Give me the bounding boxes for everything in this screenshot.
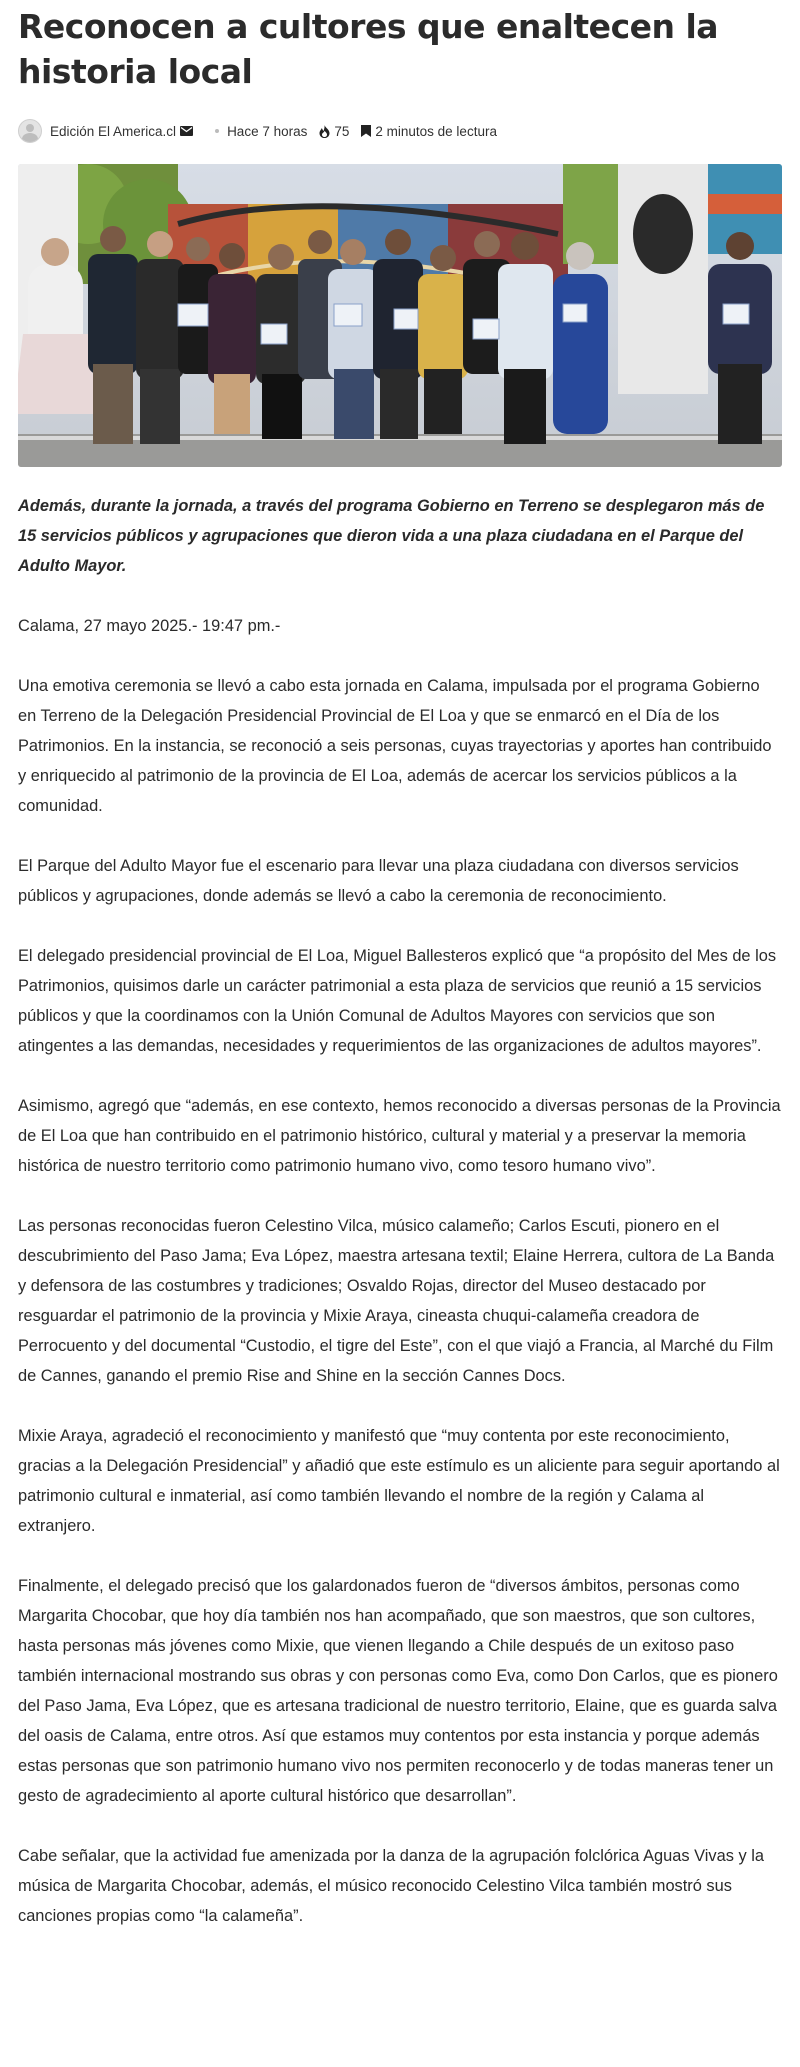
paragraph: Asimismo, agregó que “además, en ese contexto, hemos reconocido a diversas personas de la Provincia de El Loa que han contribuido en el patrimonio histórico, cultural y material y a preservar la memoria histórica de nuestro territorio como patrimonio humano vivo, como tesoro humano vivo”. (18, 1097, 781, 1175)
paragraph: Cabe señalar, que la actividad fue amenizada por la danza de la agrupación folclórica Aguas Vivas y la música de Margarita Chocobar, además, el músico reconocido Celestino Vilca también mostró sus canciones propias como “la calameña”. (18, 1847, 764, 1925)
author-name[interactable]: Edición El America.cl (50, 123, 177, 139)
separator-dot (215, 129, 219, 133)
paragraph: Las personas reconocidas fueron Celestino Vilca, músico calameño; Carlos Escuti, pionero en el descubrimiento del Paso Jama; Eva López, maestra artesana textil; Elaine Herrera, cultora de La Banda y defensora de las costumbres y tradiciones; Osvaldo Rojas, director del Museo destacado por resguardar el patrimonio de la provincia y Mixie Araya, cineasta chuqui-calameña creadora de Perrocuento y del documental “Custodio, el tigre del Este”, con el que viajó a Francia, al Marché du Film de Cannes, ganando el premio Rise and Shine en la sección Cannes Docs. (18, 1217, 775, 1385)
paragraph: El delegado presidencial provincial de El Loa, Miguel Ballesteros explicó que “a propósito del Mes de los Patrimonios, quisimos darle un carácter patrimonial a esta plaza de servicios que reunió a 15 servicios públicos y que la coordinamos con la Unión Comunal de Adultos Mayores con servicios que son atingentes a las demandas, necesidades y requerimientos de las organizaciones de adultos mayores”. (18, 947, 777, 1055)
paragraph: Finalmente, el delegado precisó que los galardonados fueron de “diversos ámbitos, personas como Margarita Chocobar, que hoy día también nos han acompañado, que son maestros, que son cultores, hasta personas más jóvenes como Mixie, que vienen llegando a Chile después de un exitoso paso también internacional mostrando sus obras y con personas como Eva, como Don Carlos, que es pionero del Paso Jama, Eva López, que es artesana tradicional de nuestro territorio, Elaine, que es guarda salva del oasis de Calama, entre otros. Así que estamos muy contentos por esta instancia y porque además estas personas que son patrimonio humano vivo nos permiten reconocerlo y de todas maneras tener un gesto de agradecimiento al aporte cultural histórico que desarrollan”. (18, 1577, 778, 1805)
article-body (18, 491, 782, 1931)
published-time: Hace 7 horas (227, 123, 308, 139)
article-lead: Además, durante la jornada, a través del programa Gobierno en Terreno se desplegaron más de 15 servicios públicos y agrupaciones que dieron vida a una plaza ciudadana en el Parque del Adulto Mayor. (18, 497, 765, 575)
avatar-icon[interactable] (18, 119, 42, 143)
envelope-icon[interactable] (180, 126, 193, 136)
view-count: 75 (334, 123, 350, 139)
paragraph: El Parque del Adulto Mayor fue el escenario para llevar una plaza ciudadana con diversos servicios públicos y agrupaciones, donde además se llevó a cabo la ceremonia de reconocimiento. (18, 857, 739, 905)
fire-icon (319, 125, 330, 138)
paragraph: Mixie Araya, agradeció el reconocimiento y manifestó que “muy contenta por este reconocimiento, gracias a la Delegación Presidencial” y añadió que este estímulo es un aliciente para seguir aportando al patrimonio cultural e inmaterial, así como también llevando el nombre de la región y Calama al extranjero. (18, 1427, 780, 1535)
read-time: 2 minutos de lectura (375, 123, 497, 139)
paragraph: Una emotiva ceremonia se llevó a cabo esta jornada en Calama, impulsada por el programa Gobierno en Terreno de la Delegación Presidencial Provincial de El Loa y que se enmarcó en el Día de los Patrimonios. En la instancia, se reconoció a seis personas, cuyas trayectorias y aportes han contribuido y enriquecido al patrimonio de la provincia de El Loa, además de acercar los servicios públicos a la comunidad. (18, 677, 772, 815)
bookmark-icon (361, 125, 371, 137)
article-meta (18, 116, 782, 146)
article-title: Reconocen a cultores que enaltecen la historia local (18, 7, 719, 91)
article-dateline: Calama, 27 mayo 2025.- 19:47 pm.- (18, 617, 281, 635)
article-photo (18, 164, 782, 467)
